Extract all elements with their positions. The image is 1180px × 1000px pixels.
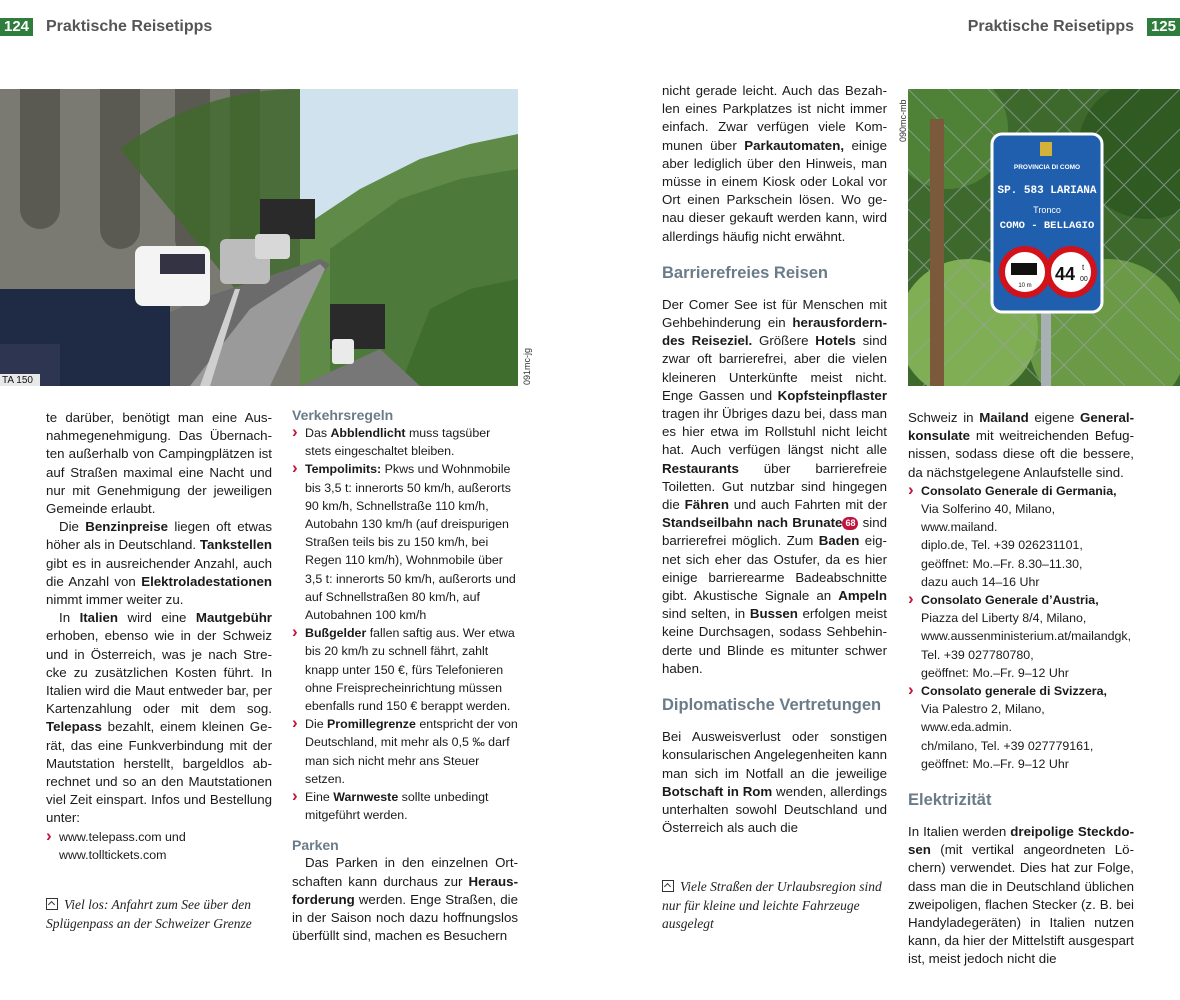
page-number-left: 124 (0, 18, 33, 36)
caption-right: Viele Straßen der Urlaubsregion sind nur für kleine und leichte Fahrzeuge ausgelegt (662, 879, 882, 931)
caption-left: Viel los: Anfahrt zum See über den Splügenpass an der Schweizer Grenze (46, 897, 252, 931)
heading-parking: Parken (292, 837, 339, 854)
list-item: › Consolato Generale di Germania, Via Solferino 40, Milano, www.mailand. diplo.de, Tel. +39 026231101, geöffnet: Mo.–Fr. 8.30–11.30, dazu auch 14–16 Uhr (908, 482, 1134, 591)
heading-diplomatic: Diplomatische Vertretungen (662, 696, 882, 715)
left-column-1 (46, 409, 272, 864)
map-reference-badge[interactable]: 68 (842, 517, 858, 530)
sign-road: SP. 583 LARIANA (997, 185, 1097, 197)
mountain-road-photo (0, 89, 518, 386)
paragraph-barrier-free: Der Comer See ist für Menschen mit Gehbehinderung ein herausforderndes Reiseziel. Größere Hotels sind zwar oft barrierefrei, aber die vielen kleineren Unterkünfte meist nicht. Enge Gassen und Kopfsteinpflaster tragen ihr Übriges dazu bei, dass man es hier etwa im Rollstuhl nicht leicht hat. Auch verfügen längst nicht alle Restaurants über barrierefreie Toiletten. Gut nutzbar sind hingegen die Fähren und auch Fahrten mit der Standseilbahn nach Brunate 68 sind barrierefrei möglich. Zum Baden eignet sich eher das Ostufer, da es hier einige barrierearme Badeabschnitte gibt. Akustische Signale an Ampeln sind selten, in Bussen erfolgen meist keine Durchsagen, sodass Sehbehinderte und Blinde es mitunter schwer haben. (662, 296, 887, 676)
paragraph: te darüber, benötigt man eine Ausnahmegenehmigung. Das Übernachten außerhalb von Campingplätzen ist auf Straßen maximal eine Nacht und nur mit Genehmigung der jeweiligen Gemeinde erlaubt. (46, 410, 272, 517)
license-plate: TA 150 (2, 375, 33, 386)
caption-arrow-icon (46, 898, 58, 910)
right-column-2 (908, 409, 1134, 969)
paragraph-fuel: Die Benzinpreise liegen oft etwas höher als in Deutschland. Tankstellen gibt es in ausreichender Anzahl, auch die Anzahl von Elektroladestationen nimmt immer weiter zu. (46, 519, 273, 608)
photo-credit-left: 091mc-jg (522, 347, 532, 385)
paragraph-electricity: In Italien werden dreipolige Steckdosen (mit vertikal angeordneten Löchern) verwendet. Dies hat zur Folge, dass man die in Deutschland üblichen zweipoligen, flachen Stecker (z. B. bei Handyladegeräten) in Italien nutzen kann, da hier der Mittelstift ausgespart ist, meist jedoch nicht die (908, 824, 1134, 967)
sign-weight-dec: 00 (1080, 276, 1088, 283)
running-head-left: Praktische Reisetipps (46, 18, 213, 35)
list-item: › Tempolimits: Pkws und Wohnmobile bis 3,5 t: innerorts 50 km/h, außerorts 90 km/h, Schnellstraße 110 km/h, Autobahn 130 km/h (auf dreispurigen Straßen teils bis zu 150 km/h, bei Regen 110 km/h), Wohnmobile über 3,5 t: innerorts 50 km/h, außerorts und auf Schnellstraßen 80 km/h, auf Autobahnen 100 km/h (292, 460, 518, 624)
list-item: › Bußgelder fallen saftig aus. Wer etwa bis 20 km/h zu schnell fährt, zahlt knapp unter 150 €, fürs Telefonieren ohne Freisprecheinrichtung müssen ebenfalls rund 150 € berappt werden. (292, 624, 518, 715)
link[interactable]: www.tolltickets.com (59, 847, 167, 862)
caption-arrow-icon (662, 880, 674, 892)
rules-list (292, 424, 518, 824)
page-number-right: 125 (1147, 18, 1180, 36)
list-item: › Die Promillegrenze entspricht der von Deutschland, mit mehr als 0,5 ‰ darf man sich nicht mehr ans Steuer setzen. (292, 715, 518, 788)
running-head-right: Praktische Reisetipps (967, 18, 1134, 35)
sign-weight-unit: t (1082, 263, 1085, 272)
paragraph-parking-cont: nicht gerade leicht. Auch das Bezahlen eines Parkplatzes ist nicht immer einfach. Zwar verfügen viele Kommunen über Parkautomaten, einige aber lediglich über den Hinweis, man müsse in einem Kiosk oder Lokal vor Ort einen Parkschein lösen. Wo genau dieser gekauft werden kann, wird allerdings häufig nicht erwähnt. (662, 83, 887, 244)
road-sign-photo (908, 89, 1180, 386)
sign-route: COMO - BELLAGIO (999, 220, 1095, 232)
sign-weight: 44 (1054, 264, 1076, 284)
list-item: › Consolato generale di Svizzera, Via Palestro 2, Milano, www.eda.admin. ch/milano, Tel. +39 027779161, geöffnet: Mo.–Fr. 9–12 Uhr (908, 682, 1134, 773)
paragraph-toll: In Italien wird eine Mautgebühr erhoben, ebenso wie in der Schweiz und in Österreich, was je nach Strecke zu zusätzlichen Kosten führt. In Italien wird die Maut entweder bar, per Kartenzahlung oder mit dem sog. Telepass bezahlt, einem kleinen Gerät, das eine Funkverbindung mit der Mautstation herstellt, bargeldlos abrechnet und so an den Mautstationen viel Zeit einspart. Infos und Bestellung unter: (46, 610, 272, 826)
paragraph-consulates: Schweiz in Mailand eigene Generalkonsulate mit weitreichenden Befugnissen, sodass diese oft die bessere, da nächstgelegene Anlaufstelle sind. (908, 410, 1134, 480)
link[interactable]: › www.telepass.com und (59, 829, 186, 844)
list-item: › Eine Warnweste sollte unbedingt mitgeführt werden. (292, 788, 518, 824)
photo-credit-right: 090mc-mb (898, 99, 908, 142)
consulate-list (908, 482, 1134, 773)
sign-truck-limit: 10 m (1018, 283, 1032, 289)
heading-barrier-free: Barrierefreies Reisen (662, 263, 829, 282)
heading-electricity: Elektrizität (908, 791, 992, 810)
paragraph-diplomatic: Bei Ausweisverlust oder sonstigen konsularischen Angelegenheiten kann man sich im Notfall an die jeweilige Botschaft in Rom wenden, allerdings unterhalten sowohl Deutschland und Österreich als auch die (662, 729, 887, 836)
list-item: › Das Abblendlicht muss tagsüber stets eingeschaltet bleiben. (292, 424, 518, 460)
right-column-1 (662, 82, 887, 837)
heading-traffic-rules: Verkehrsregeln (292, 407, 394, 423)
paragraph-parking: Das Parken in den einzelnen Ortschaften kann durchaus zur Herausforderung werden. Enge Straßen, die in der Saison noch dazu hoffnungslos überfüllt sind, machen es Besuchern (292, 855, 518, 944)
toll-links (46, 828, 272, 864)
left-column-2 (292, 406, 518, 945)
sign-province: PROVINCIA DI COMO (1013, 164, 1081, 171)
sign-tronco: Tronco (1033, 205, 1061, 215)
list-item: › Consolato Generale d’Austria, Piazza del Liberty 8/4, Milano, www.aussenministerium.at/mailandgk, Tel. +39 027780780, geöffnet: Mo.–Fr. 9–12 Uhr (908, 591, 1134, 682)
